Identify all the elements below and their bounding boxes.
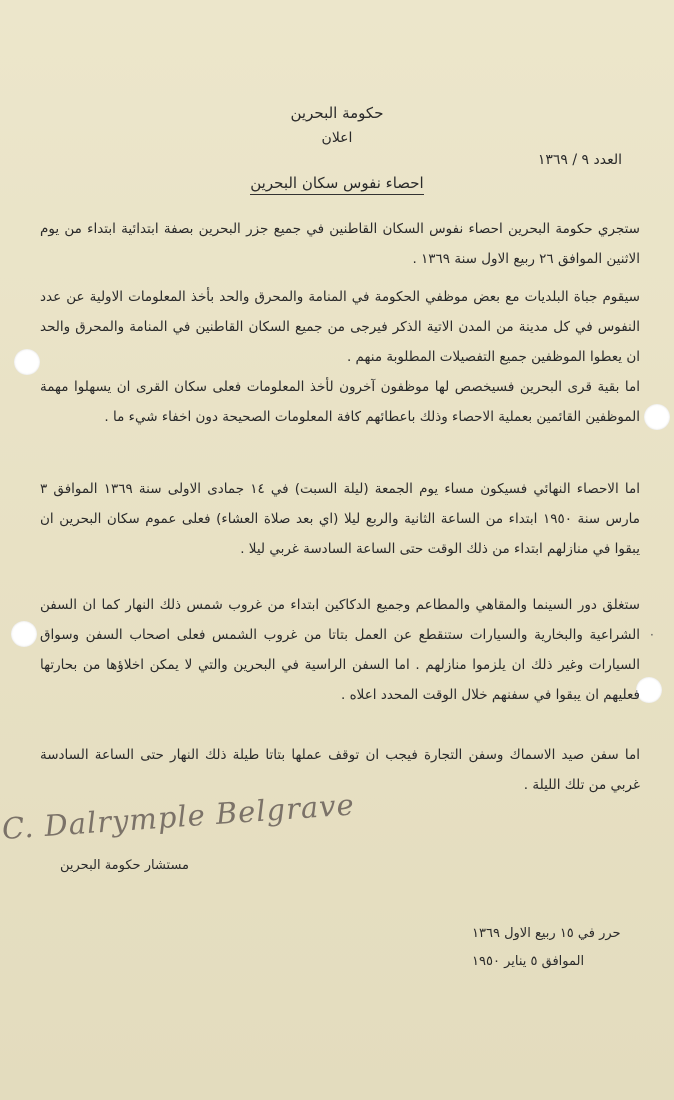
document-heading bbox=[0, 174, 674, 192]
margin-mark: · bbox=[650, 628, 654, 642]
paragraph: ستجري حكومة البحرين احصاء نفوس السكان القاطنين في جميع جزر البحرين بصفة ابتدائية ابتداء من يوم الاثنين الموافق ٢٦ ربيع الاول سنة ١٣٦٩ . bbox=[40, 221, 640, 267]
punch-hole bbox=[11, 621, 37, 647]
paragraph: اما سفن صيد الاسماك وسفن التجارة فيجب ان توقف عملها بتاتا طيلة ذلك النهار حتى الساعة السادسة غربي من تلك الليلة . bbox=[40, 747, 640, 793]
date-hijri: حرر في ١٥ ربيع الاول ١٣٦٩ bbox=[472, 926, 621, 941]
announcement-label: اعلان bbox=[321, 130, 353, 146]
signatory-title: مستشار حكومة البحرين bbox=[60, 858, 190, 873]
date-gregorian: الموافق ٥ يناير ١٩٥٠ bbox=[472, 954, 585, 969]
heading-text: احصاء نفوس سكان البحرين bbox=[250, 174, 423, 195]
document-number: العدد ٩ / ١٣٦٩ bbox=[537, 152, 622, 168]
paragraph: اما بقية قرى البحرين فسيخصص لها موظفون آخرون لأخذ المعلومات فعلى سكان القرى ان يسهلوا مهمة الموظفين القائمين بعملية الاحصاء وذلك باعطائهم كافة المعلومات الصحيحة دون اخفاء شيء ما . bbox=[40, 379, 640, 425]
government-header: حكومة البحرين bbox=[290, 104, 384, 122]
handwritten-signature: C. Dalrymple Belgrave bbox=[0, 787, 356, 846]
punch-hole bbox=[644, 404, 670, 430]
paragraph: سيقوم جباة البلديات مع بعض موظفي الحكومة في المنامة والمحرق والحد بأخذ المعلومات الاولية عن عدد النفوس في كل مدينة من المدن الاتية الذكر فيرجى من جميع السكان القاطنين في المنامة والمحرق والحد ان يعطوا الموظفين جميع التفصيلات المطلوبة منهم . bbox=[40, 289, 640, 365]
paragraph: اما الاحصاء النهائي فسيكون مساء يوم الجمعة (ليلة السبت) في ١٤ جمادى الاولى سنة ١٣٦٩ الموافق ٣ مارس سنة ١٩٥٠ ابتداء من الساعة الثانية والربع ليلا (اي بعد صلاة العشاء) فعلى عموم سكان البحرين ان يبقوا في منازلهم ابتداء من ذلك الوقت حتى الساعة السادسة غربي ليلا . bbox=[40, 481, 641, 557]
punch-hole bbox=[14, 349, 40, 375]
paragraph: ستغلق دور السينما والمقاهي والمطاعم وجميع الدكاكين ابتداء من غروب شمس ذلك النهار كما ان السفن الشراعية والبخارية والسيارات ستنقطع عن العمل بتاتا من غروب الشمس فعلى اصحاب السفن وسواق السيارات وغير ذلك ان يلزموا منازلهم . اما السفن الراسية في البحرين والتي لا يمكن اخلاؤها من بحارتها فعليهم ان يبقوا في سفنهم خلال الوقت المحدد اعلاه . bbox=[40, 597, 640, 703]
